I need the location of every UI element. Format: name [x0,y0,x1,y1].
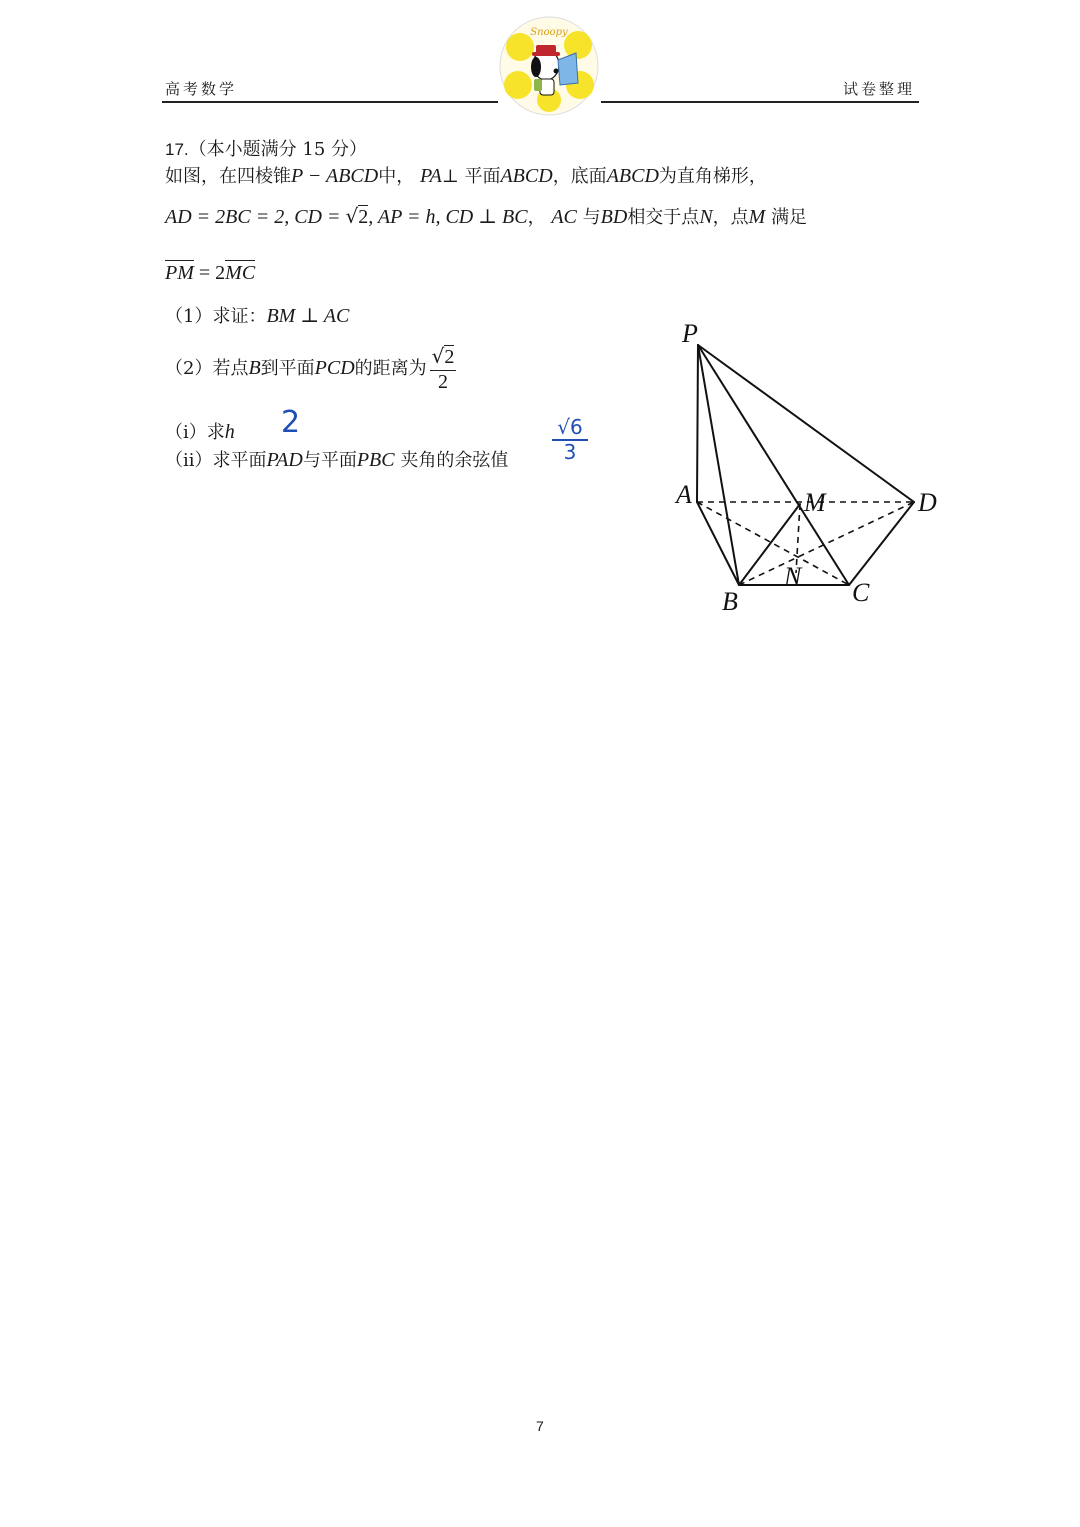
vector-MC: MC [225,262,256,284]
qii-text: 与平面 [302,450,357,471]
intro-text-3: ⊥ 平面 [441,166,501,187]
edge-PB [698,345,739,585]
q1-math: BM ⊥ AC [266,305,350,327]
question-1 [165,302,349,328]
sqrt-2: √2 [345,204,369,228]
pyramid-figure [660,315,960,625]
label-B: B [722,587,738,616]
header-right-title: 试卷整理 [842,80,915,98]
problem-intro [165,162,767,188]
qii-label: （ii）求平面 [165,450,267,471]
handwritten-num: √6 [552,415,588,441]
header-rule-left [162,101,498,103]
vector-eq: = 2 [193,262,226,284]
cond-N: N [699,206,713,228]
sqrt-arg: 2 [358,206,369,228]
edge-PD [698,345,914,502]
intro-pyramid: P − ABCD [291,165,379,187]
problem-score: （本小题满分 15 分） [188,139,367,160]
label-C: C [852,578,870,607]
question-2 [165,344,456,394]
handwritten-answer-i: 2 [281,405,301,440]
cond-part-e: 相交于点 [627,207,700,228]
frac-num: 2 [444,346,455,368]
q2-text-2: 的距离为 [354,358,427,379]
question-2-i [165,418,235,444]
cond-part-f: ，点 [712,207,749,228]
intro-ABCD-1: ABCD [500,165,553,187]
problem-number: 17. [165,140,189,159]
problem-header [165,135,367,161]
cond-part-g: 满足 [771,207,808,228]
label-D: D [918,488,937,517]
edge-PA [697,345,698,502]
cond-AC: AC [551,206,577,228]
handwritten-answer-ii [552,415,588,463]
intro-text-4: ，底面 [552,166,607,187]
intro-text-1: 如图，在四棱锥 [165,166,291,187]
intro-text-2: 中， [378,166,415,187]
cond-part-b: , AP = h, CD ⊥ BC [368,206,528,228]
handwritten-den: 3 [563,440,577,464]
edge-CD [849,502,914,585]
vector-PM: PM [165,262,194,284]
q1-label: （1）求证： [165,306,267,327]
intro-PA: PA [419,165,442,187]
label-M: M [804,488,826,517]
qii-PBC: PBC [356,449,395,471]
header-rule-right [601,101,919,103]
header-left-title: 高考数学 [165,80,238,98]
vector-relation [165,262,255,285]
label-N: N [784,562,802,591]
svg-text:Snoopy: Snoopy [530,27,568,38]
label-A: A [676,480,692,509]
intro-ABCD-2: ABCD [606,165,659,187]
q2-text: 到平面 [260,358,315,379]
cond-BD: BD [600,206,628,228]
fraction-sqrt2-over-2: $\frac{√2}{2}$ [431,344,455,393]
intro-text-5: 为直角梯形， [658,166,767,187]
qii-text-2: 夹角的余弦值 [400,450,509,471]
diagonal-AC-hidden [697,502,849,585]
frac-den: 2 [438,371,449,393]
q2-label: （2）若点 [165,358,249,379]
snoopy-logo [498,15,600,117]
q2-B: B [248,357,261,379]
q2-PCD: PCD [314,357,355,379]
cond-part-c: ， [527,207,546,228]
qi-label: （i）求 [165,422,225,443]
qii-PAD: PAD [266,449,303,471]
page-number: 7 [536,1418,544,1434]
question-2-ii [165,446,508,472]
cond-part-d: 与 [582,207,601,228]
label-P: P [682,319,698,348]
qi-h: h [224,421,235,443]
problem-conditions [165,203,807,229]
cond-part-a: AD = 2BC = 2, CD = [165,206,346,228]
cond-M: M [748,206,766,228]
